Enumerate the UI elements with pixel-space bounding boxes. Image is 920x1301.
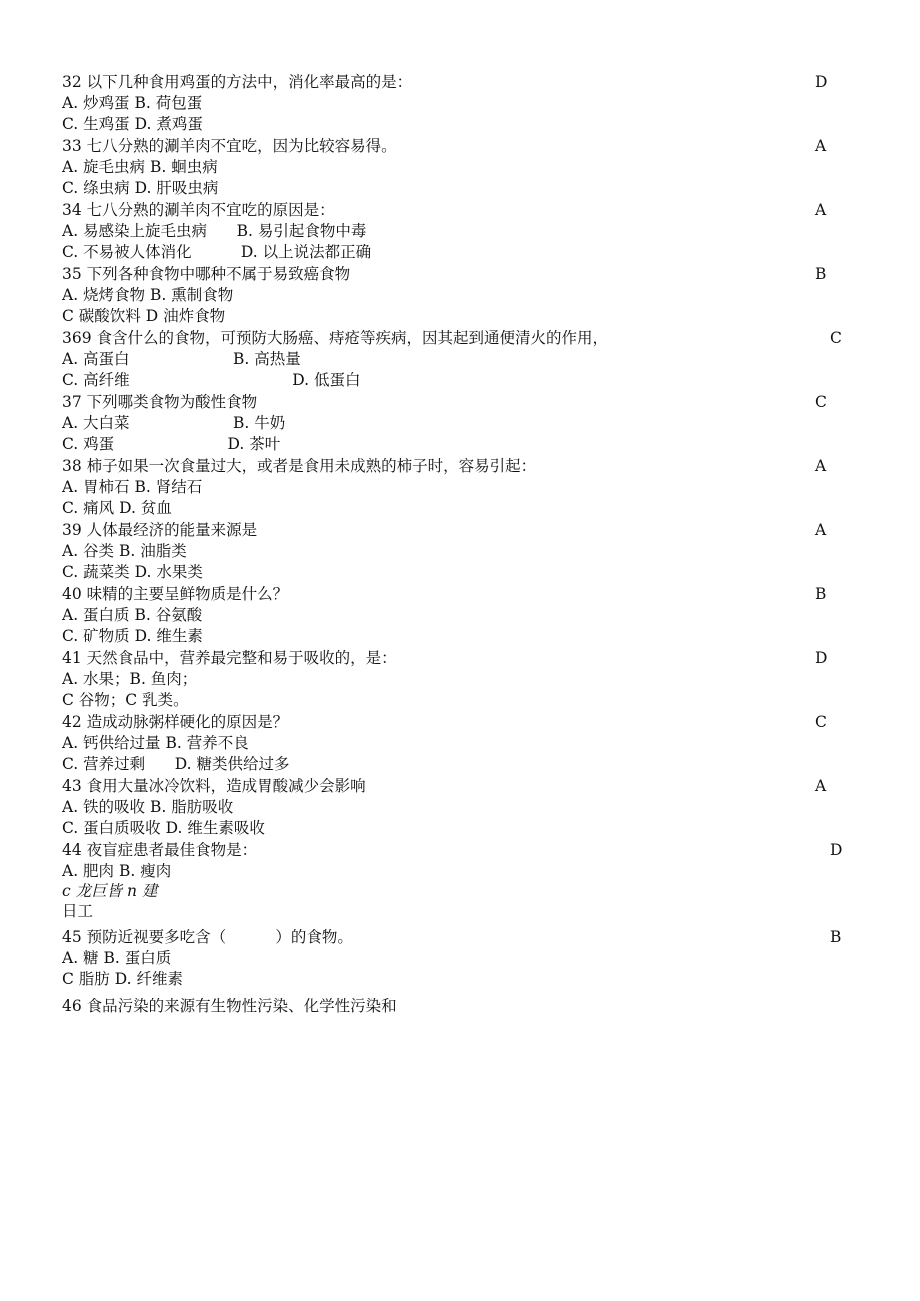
options-44-line-2: c 龙巨皆 n 建: [62, 882, 158, 900]
answer-44: D: [830, 841, 843, 859]
options-39-line-2: C. 蔬菜类 D. 水果类: [62, 563, 203, 581]
options-41-line-1: A. 水果；B. 鱼肉；: [62, 670, 198, 688]
options-33-line-2: C. 绦虫病 D. 肝吸虫病: [62, 179, 219, 197]
options-43-line-1: A. 铁的吸收 B. 脂肪吸收: [62, 798, 234, 816]
options-42-line-2: C. 营养过剩 D. 糖类供给过多: [62, 755, 290, 773]
answer-32: D: [815, 73, 828, 91]
answer-34: A: [815, 201, 827, 219]
options-32-line-2: C. 生鸡蛋 D. 煮鸡蛋: [62, 115, 203, 133]
answer-39: A: [815, 521, 827, 539]
question-33: 33 七八分熟的涮羊肉不宜吃，因为比较容易得。: [62, 137, 397, 155]
options-369-line-1: A. 高蛋白 B. 高热量: [62, 350, 301, 368]
options-35-line-2: C 碳酸饮料 D 油炸食物: [62, 307, 226, 325]
answer-38: A: [815, 457, 827, 475]
answer-37: C: [815, 393, 827, 411]
answer-40: B: [815, 585, 827, 603]
options-37-line-1: A. 大白菜 B. 牛奶: [62, 414, 286, 432]
question-46: 46 食品污染的来源有生物性污染、化学性污染和: [62, 997, 397, 1015]
question-34: 34 七八分熟的涮羊肉不宜吃的原因是：: [62, 201, 335, 219]
question-37: 37 下列哪类食物为酸性食物: [62, 393, 258, 411]
answer-42: C: [815, 713, 827, 731]
question-45: 45 预防近视要多吃含（ ）的食物。: [62, 928, 353, 946]
options-33-line-1: A. 旋毛虫病 B. 蛔虫病: [62, 158, 218, 176]
options-38-line-2: C. 痛风 D. 贫血: [62, 499, 172, 517]
question-44: 44 夜盲症患者最佳食物是：: [62, 841, 258, 859]
options-35-line-1: A. 烧烤食物 B. 熏制食物: [62, 286, 234, 304]
answer-45: B: [830, 928, 842, 946]
options-44-line-3: 日工: [62, 902, 94, 920]
answer-41: D: [815, 649, 828, 667]
options-40-line-2: C. 矿物质 D. 维生素: [62, 627, 203, 645]
answer-33: A: [815, 137, 827, 155]
options-45-line-1: A. 糖 B. 蛋白质: [62, 949, 172, 967]
answer-369: C: [830, 329, 842, 347]
question-41: 41 天然食品中，营养最完整和易于吸收的，是：: [62, 649, 397, 667]
question-32: 32 以下几种食用鸡蛋的方法中，消化率最高的是：: [62, 73, 413, 91]
question-42: 42 造成动脉粥样硬化的原因是？: [62, 713, 289, 731]
question-38: 38 柿子如果一次食量过大，或者是食用未成熟的柿子时，容易引起：: [62, 457, 537, 475]
options-40-line-1: A. 蛋白质 B. 谷氨酸: [62, 606, 203, 624]
options-45-line-2: C 脂肪 D. 纤维素: [62, 970, 183, 988]
options-32-line-1: A. 炒鸡蛋 B. 荷包蛋: [62, 94, 203, 112]
options-44-line-1: A. 肥肉 B. 瘦肉: [62, 862, 172, 880]
question-43: 43 食用大量冰冷饮料，造成胃酸减少会影响: [62, 777, 366, 795]
question-39: 39 人体最经济的能量来源是: [62, 521, 258, 539]
options-34-line-1: A. 易感染上旋毛虫病 B. 易引起食物中毒: [62, 222, 367, 240]
options-369-line-2: C. 高纤维 D. 低蛋白: [62, 371, 361, 389]
options-43-line-2: C. 蛋白质吸收 D. 维生素吸收: [62, 819, 265, 837]
answer-43: A: [815, 777, 827, 795]
question-40: 40 味精的主要呈鲜物质是什么？: [62, 585, 289, 603]
question-369: 369 食含什么的食物，可预防大肠癌、痔疮等疾病，因其起到通便清火的作用，: [62, 329, 609, 347]
options-34-line-2: C. 不易被人体消化 D. 以上说法都正确: [62, 243, 372, 261]
answer-35: B: [815, 265, 827, 283]
options-42-line-1: A. 钙供给过量 B. 营养不良: [62, 734, 249, 752]
question-35: 35 下列各种食物中哪种不属于易致癌食物: [62, 265, 351, 283]
options-37-line-2: C. 鸡蛋 D. 茶叶: [62, 435, 281, 453]
options-41-line-2: C 谷物；C 乳类。: [62, 691, 189, 709]
options-38-line-1: A. 胃柿石 B. 肾结石: [62, 478, 203, 496]
options-39-line-1: A. 谷类 B. 油脂类: [62, 542, 187, 560]
